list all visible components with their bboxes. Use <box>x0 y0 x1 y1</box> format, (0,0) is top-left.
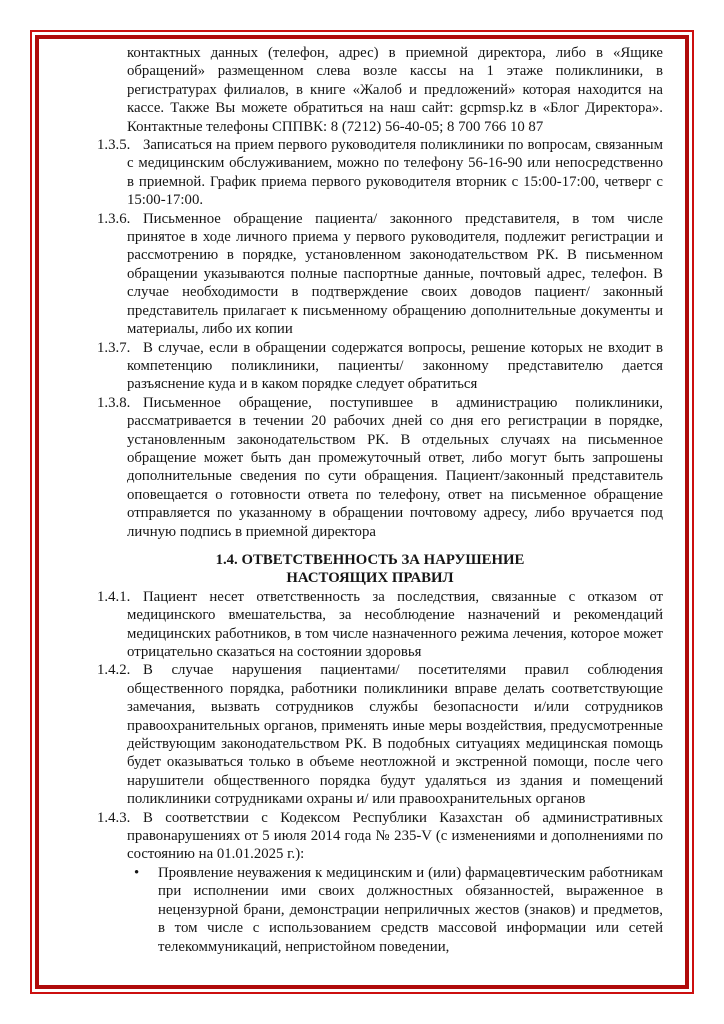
bullet-marker-icon: • <box>134 864 140 881</box>
list-item-1-4-3 <box>97 809 663 864</box>
list-item-1-3-6 <box>97 210 663 339</box>
item-text: В случае нарушения пациентами/ посетителями правил соблюдения общественного порядка, работники поликлиники вправе делать соответствующие замечания, вызвать сотрудников службы безопасности и/или сотрудников правоохранительных органов, применять иные меры воздействия, предусмотренные действующим законодательством РК. В подобных ситуациях медицинская помощь будет оказываться только в объеме неотложной и экстренной помощи, после чего нарушители общественного порядка будут удаляться из здания и помещений поликлиники сотрудниками охраны и/ или правоохранительных органов <box>127 662 663 808</box>
section-heading-1-4 <box>97 551 663 588</box>
bullet-text: Проявление неуважения к медицинским и (или) фармацевтическим работникам при исполнении ими своих должностных обязанностей, выраженное в нецензурной брани, демонстрации неприличных жестов (знаков) и предметов, в том числе с использованием средств массовой информации или сетей телекоммуникаций, непристойном поведении, <box>158 864 663 955</box>
item-number: 1.3.8. <box>97 394 131 411</box>
bullet-list-item <box>97 864 663 956</box>
item-number: 1.3.5. <box>97 137 131 154</box>
list-item-1-3-5 <box>97 136 663 210</box>
section-heading-line2: НАСТОЯЩИХ ПРАВИЛ <box>286 570 454 587</box>
item-text: Записаться на прием первого руководителя поликлиники по вопросам, связанным с медицинским обслуживанием, можно по телефону 56-16-90 или непосредственно в приемной. График приема первого руководителя вторник с 15:00-17:00, четверг с 15:00-17:00. <box>127 137 663 209</box>
section-heading-line1: 1.4. ОТВЕТСТВЕННОСТЬ ЗА НАРУШЕНИЕ <box>215 551 525 568</box>
item-text: Письменное обращение пациента/ законного представителя, в том числе принятое в ходе личного приема у первого руководителя, подлежит регистрации и рассмотрению в порядке, установленном законодательством РК. В письменном обращении указываются полные паспортные данные, почтовый адрес, телефон. В случае необходимости в подтверждение своих доводов пациент/ законный представитель прилагает к письменному обращению дополнительные документы и материалы, либо их копии <box>127 210 663 338</box>
item-number: 1.3.6. <box>97 210 131 227</box>
item-number: 1.4.2. <box>97 662 131 679</box>
item-text: Письменное обращение, поступившее в администрацию поликлиники, рассматривается в течении 20 рабочих дней со дня его регистрации в порядке, установленным законодательством РК. В отдельных случаях на письменное обращение может быть дан промежуточный ответ, либо могут быть запрошены дополнительные сведения по сути обращения. Пациент/законный представитель оповещается о готовности ответа по телефону, ответ на письменное обращение отправляется по указанному в обращении почтовому адресу, либо вручается под личную подпись в приемной директора <box>127 394 663 540</box>
item-number: 1.4.1. <box>97 588 131 605</box>
list-item-1-4-2 <box>97 661 663 808</box>
document-content <box>97 44 663 956</box>
item-number: 1.4.3. <box>97 809 131 826</box>
list-item-1-3-8 <box>97 394 663 541</box>
item-text: Пациент несет ответственность за последствия, связанные с отказом от медицинского вмешательства, за несоблюдение назначений и рекомендаций медицинских работников, в том числе назначенного режима лечения, которое может отрицательно сказаться на состоянии здоровья <box>127 588 663 660</box>
item-number: 1.3.7. <box>97 339 131 356</box>
list-item-1-3-7 <box>97 339 663 394</box>
list-item-1-4-1 <box>97 588 663 662</box>
paragraph-continuation: контактных данных (телефон, адрес) в приемной директора, либо в «Ящике обращений» размещенном слева возле кассы на 1 этаже поликлиники, в регистратурах филиалов, в книге «Жалоб и предложений» которая находится на кассе. Также Вы можете обратиться на наш сайт: gcpmsp.kz в «Блог Директора». Контактные телефоны СППВК: 8 (7212) 56-40-05; 8 700 766 10 87 <box>127 45 663 135</box>
item-text: В случае, если в обращении содержатся вопросы, решение которых не входит в компетенцию поликлиники, пациенты/ законному представителю дается разъяснение куда и в каком порядке следует обратиться <box>127 339 663 393</box>
item-text: В соответствии с Кодексом Республики Казахстан об административных правонарушениях от 5 июля 2014 года № 235-V (с изменениями и дополнениями по состоянию на 01.01.2025 г.): <box>127 809 663 863</box>
